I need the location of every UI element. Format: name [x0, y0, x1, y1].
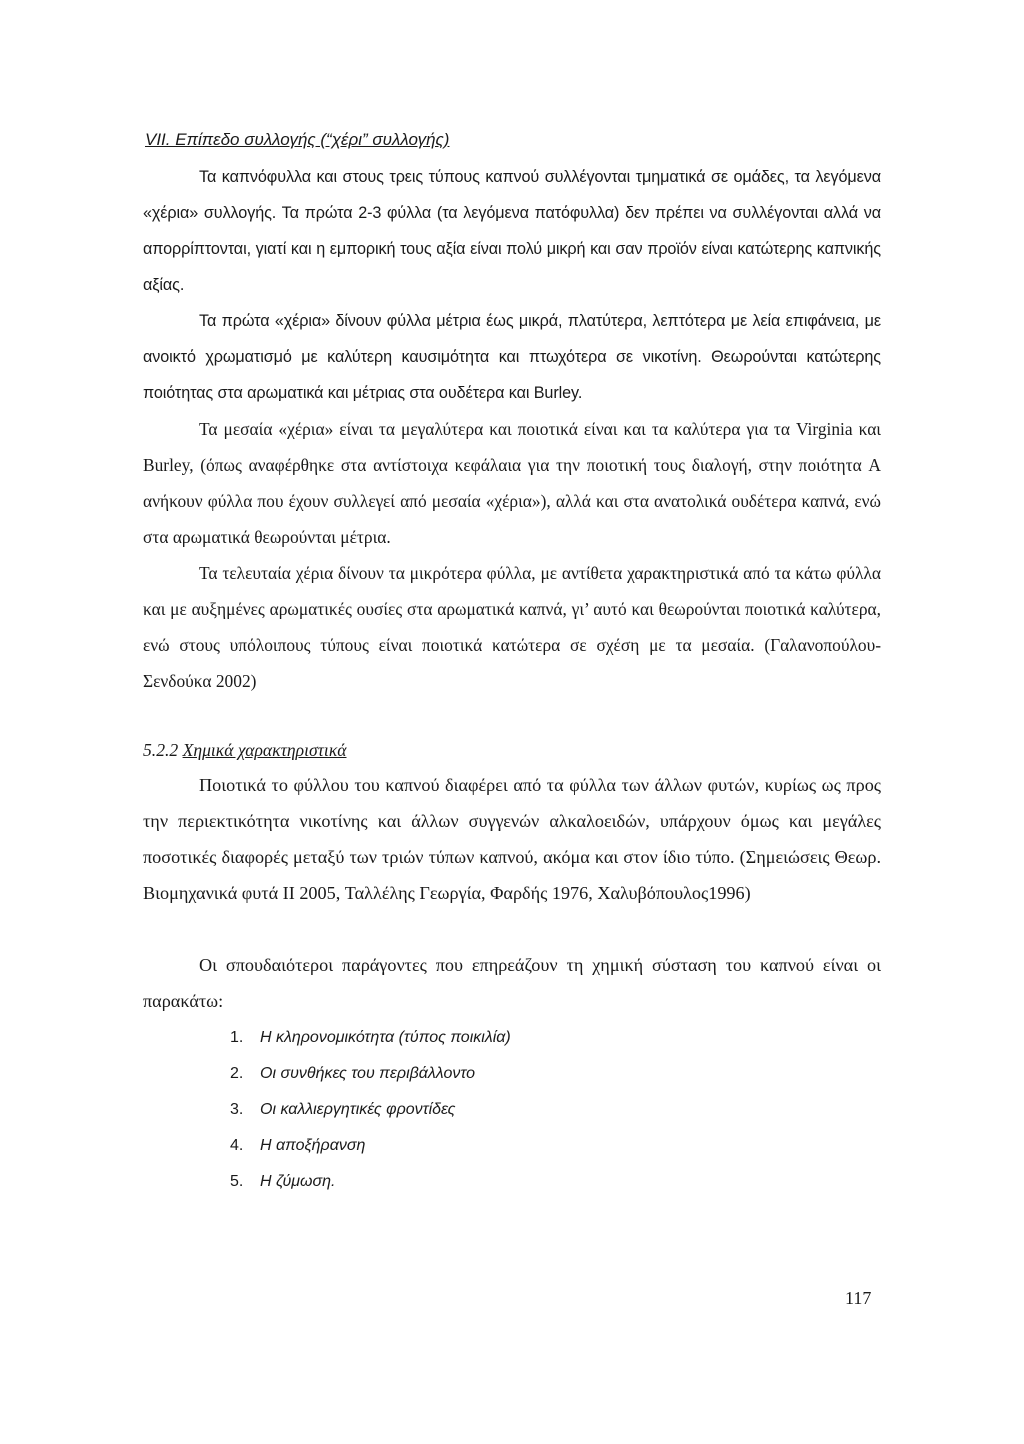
list-item: 1. Η κληρονομικότητα (τύπος ποικιλία) [230, 1029, 511, 1046]
paragraph-factors-intro: Οι σπουδαιότεροι παράγοντες που επηρεάζουν τη χημική σύσταση του καπνού είναι οι παρακάτω: [143, 955, 881, 1011]
paragraph-first-hands: Τα πρώτα «χέρια» δίνουν φύλλα μέτρια έως μικρά, πλατύτερα, λεπτότερα με λεία επιφάνεια, με ανοικτό χρωματισμό με καλύτερη καυσιμότητα και πτωχότερα σε νικοτίνη. Θεωρούνται κατώτερης ποιότητας στα αρωματικά και μέτριας στα ουδέτερα και Burley. [143, 312, 881, 402]
factors-list [230, 1020, 511, 1200]
subsection-number: 5.2.2 [143, 740, 179, 760]
subsection-heading [143, 740, 347, 761]
section-heading: VII. Επίπεδο συλλογής (“χέρι” συλλογής) [145, 130, 450, 149]
paragraph-middle-hands: Τα μεσαία «χέρια» είναι τα μεγαλύτερα και ποιοτικά είναι και τα καλύτερα για τα Virginia και Burley, (όπως αναφέρθηκε στα αντίστοιχα κεφάλαια για την ποιοτική τους διαλογή, στην ποιότητα A ανήκουν φύλλα που έχουν συλλεγεί από μεσαία «χέρια»), αλλά και στα ανατολικά ουδέτερα καπνά, ενώ στα αρωματικά θεωρούνται μέτρια. [143, 419, 881, 547]
list-item: 3. Οι καλλιεργητικές φροντίδες [230, 1101, 456, 1118]
paragraph-chemical-quality: Ποιοτικά το φύλλου του καπνού διαφέρει από τα φύλλα των άλλων φυτών, κυρίως ως προς την περιεκτικότητα νικοτίνης και άλλων συγγενών αλκαλοειδών, υπάρχουν όμως και μεγάλες ποσοτικές διαφορές μεταξύ των τριών τύπων καπνού, ακόμα και στον ίδιο τύπο. (Σημειώσεις Θεωρ. Βιομηχανικά φυτά II 2005, Ταλλέλης Γεωργία, Φαρδής 1976, Χαλυβόπουλος1996) [143, 775, 881, 903]
list-item: 4. Η αποξήρανση [230, 1137, 366, 1154]
subsection-title: Χημικά χαρακτηριστικά [182, 740, 347, 760]
paragraph-leaf-groups: Τα καπνόφυλλα και στους τρεις τύπους καπνού συλλέγονται τμηματικά σε ομάδες, τα λεγόμενα «χέρια» συλλογής. Τα πρώτα 2-3 φύλλα (τα λεγόμενα πατόφυλλα) δεν πρέπει να συλλέγονται αλλά να απορρίπτονται, γιατί και η εμπορική τους αξία είναι πολύ μικρή και σαν προϊόν είναι κατώτερης καπνικής αξίας. [143, 168, 881, 294]
list-item: 2. Οι συνθήκες του περιβάλλοντο [230, 1065, 475, 1082]
list-item: 5. Η ζύμωση. [230, 1173, 336, 1190]
page-number: 117 [845, 1288, 872, 1308]
paragraph-last-hands: Τα τελευταία χέρια δίνουν τα μικρότερα φύλλα, με αντίθετα χαρακτηριστικά από τα κάτω φύλλα και με αυξημένες αρωματικές ουσίες στα αρωματικά καπνά, γι’ αυτό και θεωρούνται ποιοτικά καλύτερα, ενώ στους υπόλοιπους τύπους είναι ποιοτικά κατώτερα σε σχέση με τα μεσαία. (Γαλανοπούλου-Σενδούκα 2002) [143, 563, 881, 691]
